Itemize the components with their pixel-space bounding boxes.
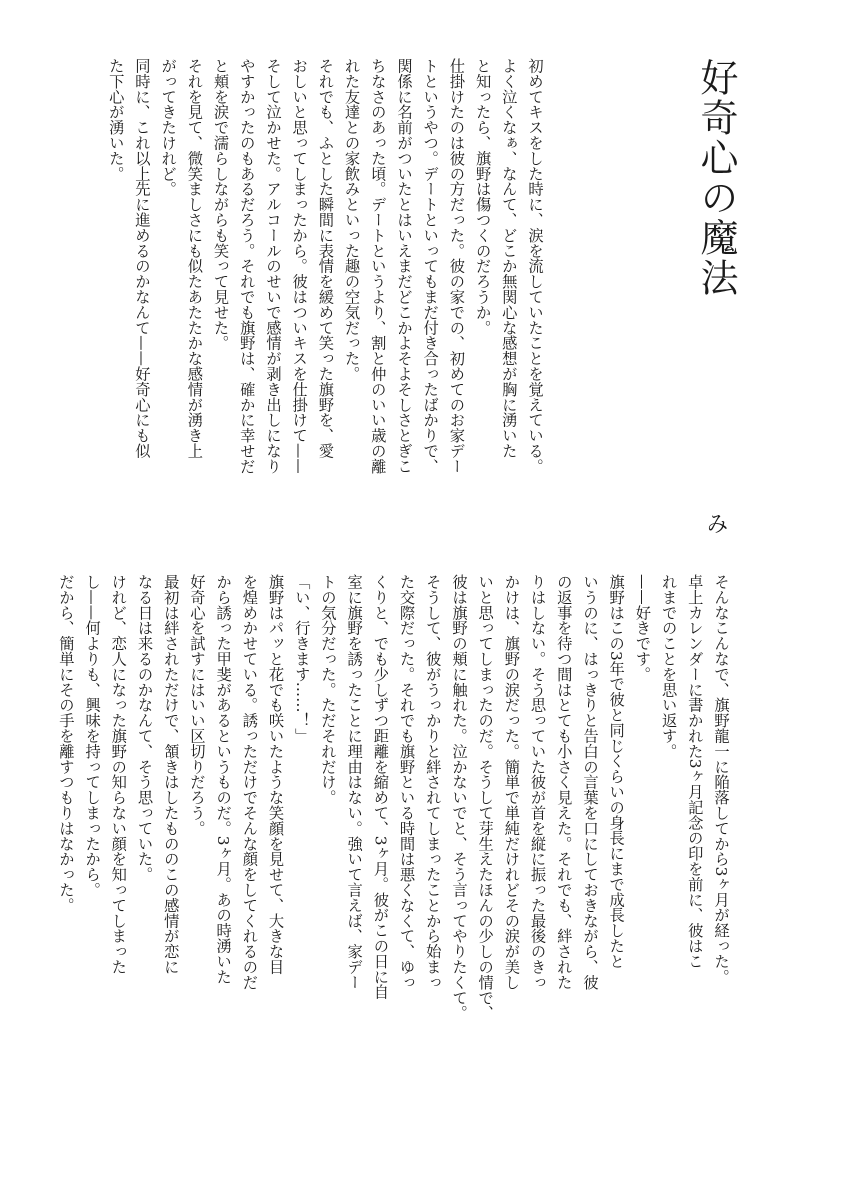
text-block-bottom [53, 574, 734, 1064]
text-line: そんなこんなで、旗野龍一に陥落してから3ヶ月が経った。 [712, 574, 730, 985]
text-line: と頬を涙で濡らしながらも笑って見せた。 [211, 58, 230, 351]
text-line: と知ったら、旗野は傷つくのだろうか。 [473, 58, 492, 336]
text-line: 室に旗野を誘ったことに理由はない。強いて言えば、家デー [345, 574, 364, 990]
text-line: を煌めかせている。誘っただけでそんな顔をしてくれるのだ [240, 574, 259, 990]
text-line: の返事を待つ間はとても小さく見えた。それでも、絆された [554, 574, 573, 990]
text-line: くりと、でも少しずつ距離を縮めて、3ヶ月。彼がこの日に自 [371, 574, 390, 1000]
text-line: し——何よりも、興味を持ってしまったから。 [83, 574, 102, 898]
text-line: がってきたけれど。 [159, 58, 178, 197]
text-line: 旗野はパッと花でも咲いたような笑顔を見せて、大きな目 [266, 574, 285, 975]
text-line: 旗野はこの3年で彼と同じくらいの身長にまで成長したと [607, 574, 626, 969]
text-line: 関係に名前がついたとはいえまだどこかよそよそしさとぎこ [394, 58, 413, 474]
text-line: 仕掛けたのは彼の方だった。彼の家での、初めてのお家デー [447, 58, 466, 474]
text-line: ちなさのあった頃。デートというより、割と仲のいい歳の離 [368, 58, 387, 474]
text-line: 同時に、これ以上先に進めるのかなんて——好奇心にも似 [132, 58, 151, 459]
text-line: た下心が湧いた。 [106, 58, 125, 182]
text-line: だから、簡単にその手を離すつもりはなかった。 [56, 574, 75, 913]
text-line: トの気分だった。ただそれだけ。 [318, 574, 337, 805]
text-line: 最初は絆されただけで、頷きはしたもののこの感情が恋に [161, 574, 180, 975]
text-line: 好奇心を試すにはいい区切りだろう。 [187, 574, 206, 836]
text-line: から誘った甲斐があるというものだ。3ヶ月。あの時湧いた [214, 574, 233, 985]
text-line: おしいと思ってしまったから。彼はついキスを仕掛けて—— [290, 58, 309, 474]
text-line: けれど、恋人になった旗野の知らない顔を知ってしまった [109, 574, 128, 975]
text-line: れた友達との家飲みといった趣の空気だった。 [342, 58, 361, 382]
text-block-top [103, 58, 548, 538]
text-line: そして泣かせた。アルコールのせいで感情が剥き出しになり [263, 58, 282, 474]
text-line: りはしない。そう思っていた彼が首を縦に振った最後のきっ [528, 574, 547, 990]
text-line: そうして、彼がうっかりと絆されてしまったことから始まっ [423, 574, 442, 990]
text-line: なる日は来るのかなんて、そう思っていた。 [135, 574, 154, 882]
text-line: それでも、ふとした瞬間に表情を緩めて笑った旗野を、愛 [316, 58, 335, 459]
text-line: いうのに、はっきりと告白の言葉を口にしておきながら、彼 [580, 574, 599, 990]
text-line: よく泣くなぁ、なんて、どこか無関心な感想が胸に湧いた [499, 58, 518, 459]
text-line: それを見て、微笑ましさにも似たあたたかな感情が湧き上 [185, 58, 204, 459]
text-line: トというやつ。デートといってもまだ付き合ったばかりで、 [421, 58, 440, 474]
text-line: やすかったのもあるだろう。それでも旗野は、確かに幸せだ [237, 58, 256, 474]
text-line: いと思ってしまったのだ。そうして芽生えたほんの少しの情で、 [476, 574, 495, 1021]
story-title: 好奇心の魔法 [694, 58, 738, 298]
text-line: 「い、行きます……！」 [292, 574, 311, 744]
text-line: 初めてキスをした時に、涙を流していたことを覚えている。 [526, 58, 544, 474]
text-line: かけは、旗野の涙だった。簡単で単純だけれどその涙が美し [502, 574, 521, 990]
author-name: み [703, 512, 728, 534]
text-line: ——好きです。 [633, 574, 652, 682]
text-line: 卓上カレンダーに書かれた3ヶ月記念の印を前に、彼はこ [685, 574, 704, 969]
text-line: た交際だった。それでも旗野といる時間は悪くなくて、ゆっ [397, 574, 416, 990]
text-line: れまでのことを思い返す。 [659, 574, 678, 759]
text-line: 彼は旗野の頬に触れた。泣かないでと、そう言ってやりたくて。 [449, 574, 468, 1021]
